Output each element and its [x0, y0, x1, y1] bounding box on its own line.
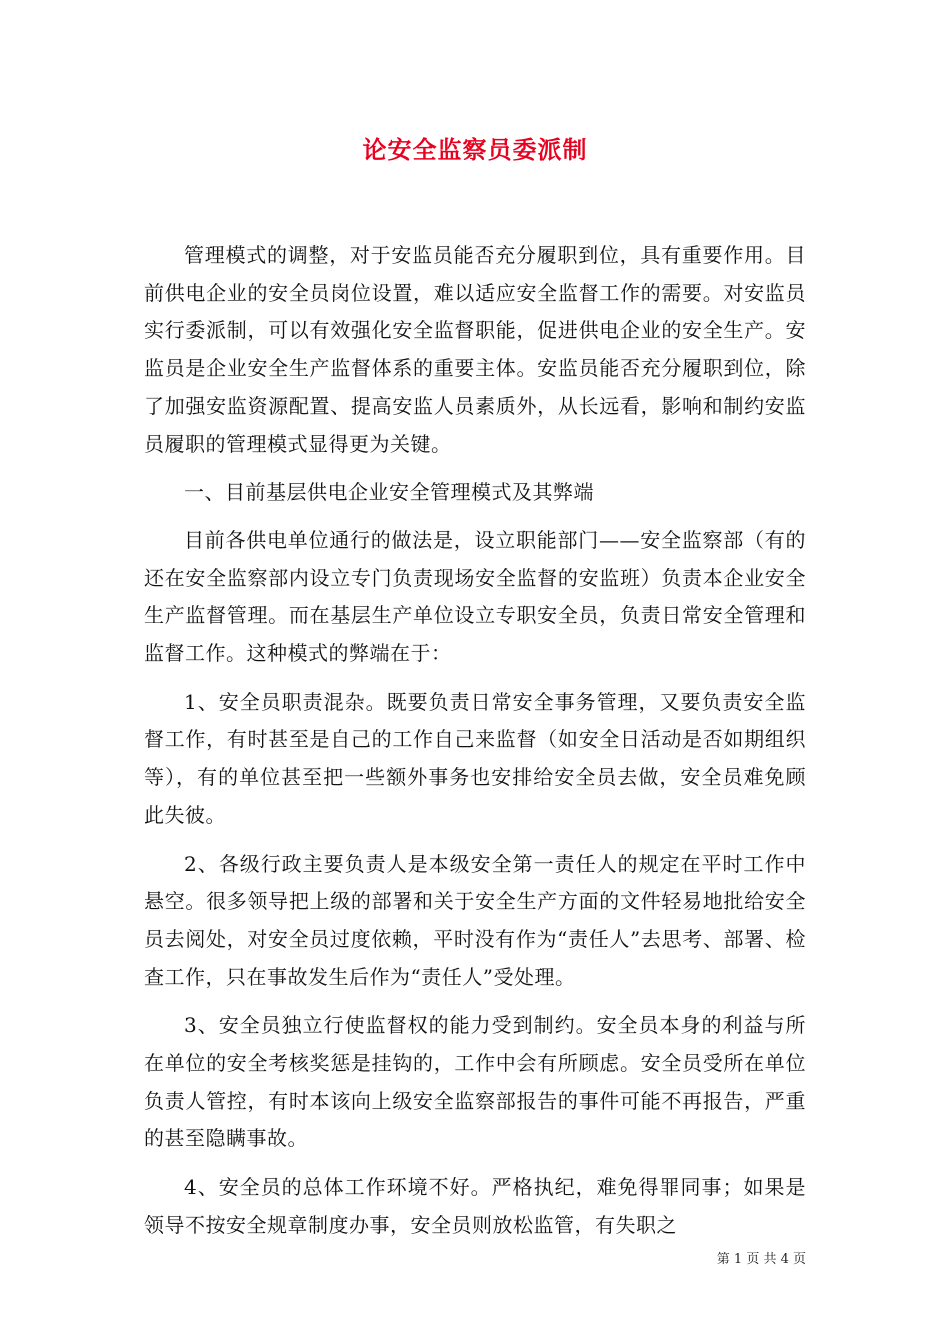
- list-item-4: 4、安全员的总体工作环境不好。严格执纪，难免得罪同事；如果是领导不按安全规章制度办事，安全员则放松监管，有失职之: [144, 1175, 806, 1237]
- list-item-3: 3、安全员独立行使监督权的能力受到制约。安全员本身的利益与所在单位的安全考核奖惩是挂钩的，工作中会有所顾虑。安全员受所在单位负责人管控，有时本该向上级安全监察部报告的事件可能不再报告，严重的甚至隐瞒事故。: [144, 1013, 806, 1151]
- section-heading: 一、目前基层供电企业安全管理模式及其弊端: [184, 480, 594, 505]
- document-body: [144, 237, 806, 1256]
- paragraph-intro: 管理模式的调整，对于安监员能否充分履职到位，具有重要作用。目前供电企业的安全员岗位设置，难以适应安全监督工作的需要。对安监员实行委派制，可以有效强化安全监督职能，促进供电企业的安全生产。安监员是企业安全生产监督体系的重要主体。安监员能否充分履职到位，除了加强安监资源配置、提高安监人员素质外，从长远看，影响和制约安监员履职的管理模式显得更为关键。: [144, 243, 806, 456]
- page-number-footer: 第 1 页 共 4 页: [716, 1252, 806, 1267]
- list-item-1: 1、安全员职责混杂。既要负责日常安全事务管理，又要负责安全监督工作，有时甚至是自己的工作自己来监督（如安全日活动是否如期组织等），有的单位甚至把一些额外事务也安排给安全员去做，安全员难免顾此失彼。: [144, 689, 806, 827]
- document-title: 论安全监察员委派制: [362, 135, 588, 164]
- list-item-2: 2、各级行政主要负责人是本级安全第一责任人的规定在平时工作中悬空。很多领导把上级的部署和关于安全生产方面的文件轻易地批给安全员去阅处，对安全员过度依赖，平时没有作为“责任人”去思考、部署、检查工作，只在事故发生后作为“责任人”受处理。: [144, 851, 806, 989]
- paragraph-current-practice: 目前各供电单位通行的做法是，设立职能部门——安全监察部（有的还在安全监察部内设立专门负责现场安全监督的安监班）负责本企业安全生产监督管理。而在基层生产单位设立专职安全员，负责日常安全管理和监督工作。这种模式的弊端在于：: [144, 527, 806, 666]
